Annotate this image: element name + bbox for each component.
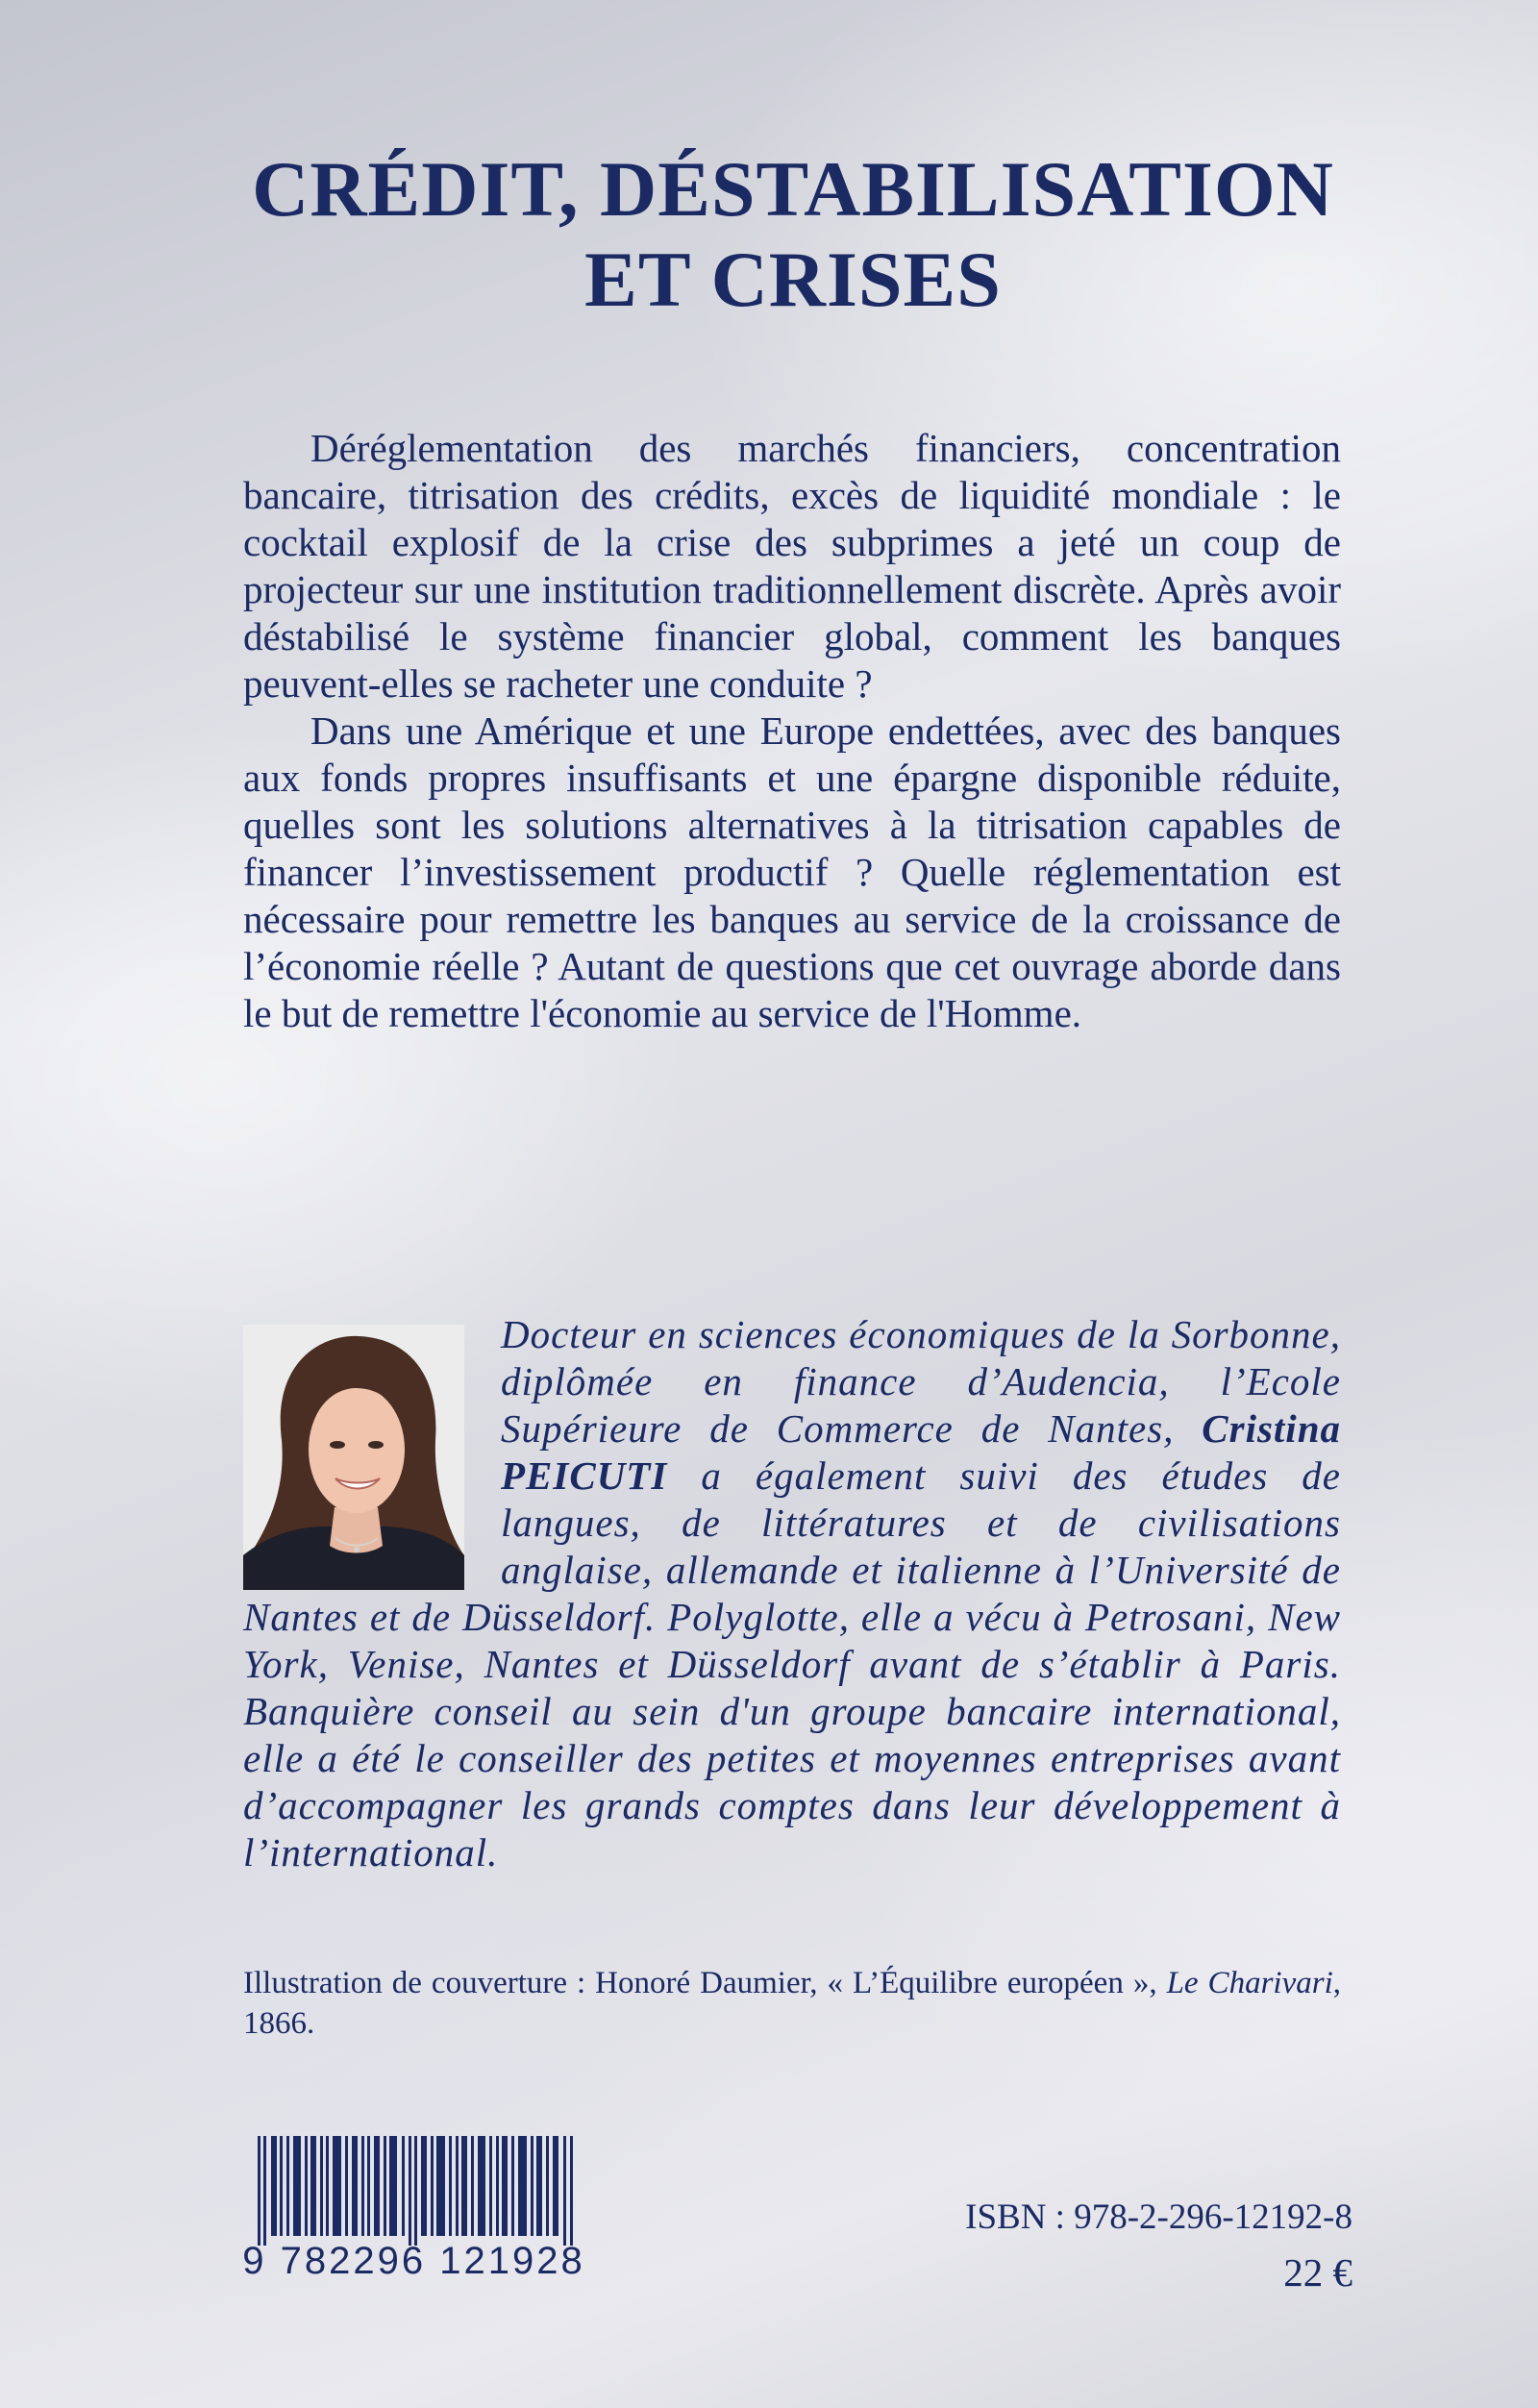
- credit-year: , 1866.: [243, 1966, 1341, 2041]
- credit-text: Illustration de couverture : Honoré Daumier, « L’Équilibre européen »,: [243, 1966, 1167, 2000]
- bio-text-before-name: Docteur en sciences économiques de la Sorbonne, diplômée en finance d’Audencia, l’Ecole Supérieure de Commerce de Nantes,: [501, 1312, 1341, 1451]
- author-photo: [243, 1325, 464, 1590]
- barcode-bars: [258, 2136, 575, 2246]
- author-portrait-image: [243, 1325, 464, 1590]
- summary-paragraph-2: Dans une Amérique et une Europe endettées, avec des banques aux fonds propres insuffisants et une épargne disponible réduite, quelles sont les solutions alternatives à la titrisation capables de financer l’investissement productif ? Quelle réglementation est nécessaire pour remettre les banques au service de la croissance de l’économie réelle ? Autant de questions que cet ouvrage aborde dans le but de remettre l'économie au service de l'Homme.: [243, 708, 1341, 1035]
- author-name: Cristina PEICUTI: [501, 1406, 1341, 1498]
- book-title: [144, 144, 1442, 325]
- title-line-2: ET CRISES: [584, 236, 1002, 323]
- summary-paragraph-1: Déréglementation des marchés financiers, concentration bancaire, titrisation des crédits, excès de liquidité mondiale : le cocktail explosif de la crise des subprimes a jeté un coup de projecteur sur une institution traditionnellement discrète. Après avoir déstabilisé le système financier global, comment les banques peuvent-elles se racheter une conduite ?: [243, 426, 1341, 706]
- barcode-digits: 9 782296 121928: [242, 2240, 585, 2282]
- book-summary: [243, 425, 1341, 1037]
- cover-illustration-credit: [243, 1963, 1341, 2044]
- bio-text-after-name: a également suivi des études de langues, de littératures et de civilisations anglaise, allemande et italienne à l’Université de Nantes et de Düsseldorf. Polyglotte, elle a vécu à Petrosani, New York, Venise, Nantes et Düsseldorf avant de s’établir à Paris. Banquière conseil au sein d'un groupe bancaire international, elle a été le conseiller des petites et moyennes entreprises avant d’accompagner les grands comptes dans leur développement à l’international.: [243, 1453, 1342, 1874]
- isbn: ISBN : 978-2-296-12192-8: [965, 2197, 1352, 2237]
- price: 22 €: [1283, 2250, 1352, 2295]
- title-line-1: CRÉDIT, DÉSTABILISATION: [252, 145, 1334, 233]
- credit-journal: Le Charivari: [1166, 1966, 1333, 2000]
- barcode: [229, 2126, 599, 2292]
